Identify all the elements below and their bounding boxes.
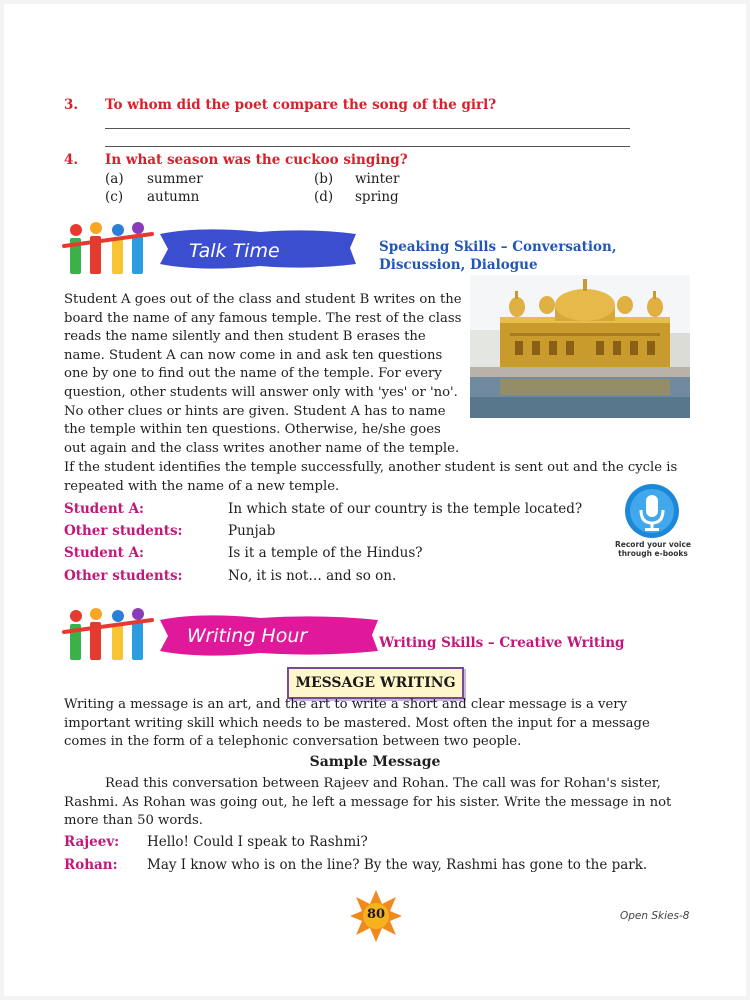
option-label: (c)	[105, 189, 124, 205]
paragraph-line: out again and the class writes another name of the temple.	[64, 440, 460, 456]
answer-line	[105, 128, 630, 129]
writing-skills-heading: Writing Skills – Creative Writing	[379, 635, 625, 651]
paragraph-line: repeated with the name of a new temple.	[64, 478, 340, 494]
paragraph-line: Writing a message is an art, and the art to write a short and clear message is a very	[64, 697, 628, 712]
conversation-speaker: Rohan:	[64, 857, 118, 873]
paragraph-line: board the name of any famous temple. The rest of the class	[64, 310, 462, 326]
dialogue-line: In which state of our country is the temple located?	[228, 501, 583, 517]
paragraph-line: one by one to find out the name of the temple. For every	[64, 366, 442, 382]
paragraph-line: the temple within ten questions. Otherwise, he/she goes	[64, 422, 441, 438]
paragraph-line: name. Student A can now come in and ask ten questions	[64, 347, 443, 363]
golden-temple-photo	[470, 275, 690, 418]
dialogue-speaker: Student A:	[64, 501, 145, 517]
page-number: 80	[366, 907, 386, 922]
question-text: To whom did the poet compare the song of the girl?	[105, 97, 497, 113]
message-writing-title: MESSAGE WRITING	[287, 667, 464, 699]
paragraph-line: Read this conversation between Rajeev and Rohan. The call was for Rohan's sister,	[105, 776, 661, 791]
conversation-line: Hello! Could I speak to Rashmi?	[147, 834, 368, 850]
option-label: (d)	[314, 189, 334, 205]
dialogue-speaker: Other students:	[64, 568, 183, 584]
answer-line	[105, 146, 630, 147]
paragraph-line: No other clues or hints are given. Student A has to name	[64, 403, 446, 419]
intro-paragraph	[64, 696, 690, 752]
conversation-line: May I know who is on the line? By the way, Rashmi has gone to the park.	[147, 857, 648, 873]
record-voice-caption	[606, 540, 700, 558]
record-voice-line: Record your voice	[615, 540, 691, 549]
question-number: 4.	[64, 152, 79, 168]
option-text: spring	[355, 189, 399, 205]
dialogue-speaker: Student A:	[64, 545, 145, 561]
dialogue-speaker: Other students:	[64, 523, 183, 539]
talk-time-title: Talk Time	[189, 240, 280, 262]
paragraph-line: more than 50 words.	[64, 813, 203, 829]
writing-hour-title: Writing Hour	[187, 625, 308, 647]
task-paragraph	[64, 775, 690, 831]
conversation-speaker: Rajeev:	[64, 834, 120, 850]
option-text: autumn	[147, 189, 200, 205]
paragraph-line: reads the name silently and then student B erases the	[64, 329, 426, 345]
speaking-skills-heading: Discussion, Dialogue	[379, 257, 538, 273]
kids-group-icon	[64, 608, 152, 660]
question-number: 3.	[64, 97, 79, 113]
question-text: In what season was the cuckoo singing?	[105, 152, 408, 168]
instruction-paragraph	[64, 291, 464, 458]
dialogue-line: No, it is not… and so on.	[228, 568, 397, 584]
book-title: Open Skies-8	[620, 910, 690, 922]
option-label: (b)	[314, 171, 334, 187]
paragraph-line: Rashmi. As Rohan was going out, he left a message for his sister. Write the message in not	[64, 794, 672, 810]
paragraph-line: Student A goes out of the class and student B writes on the	[64, 292, 462, 307]
dialogue-line: Punjab	[228, 523, 276, 539]
option-label: (a)	[105, 171, 124, 187]
paragraph-line: question, other students will answer only with 'yes' or 'no'.	[64, 384, 458, 400]
option-text: summer	[147, 171, 203, 187]
option-text: winter	[355, 171, 400, 187]
paragraph-line: important writing skill which needs to be mastered. Most often the input for a message	[64, 715, 650, 731]
speaking-skills-heading: Speaking Skills – Conversation,	[379, 239, 617, 255]
dialogue-line: Is it a temple of the Hindus?	[228, 545, 423, 561]
instruction-paragraph	[64, 459, 690, 496]
record-voice-line: through e-books	[618, 549, 688, 558]
paragraph-line: comes in the form of a telephonic conversation between two people.	[64, 734, 522, 750]
microphone-icon[interactable]	[624, 483, 680, 539]
paragraph-line: If the student identifies the temple successfully, another student is sent out and the cycle is	[64, 460, 678, 475]
kids-group-icon	[64, 222, 152, 274]
sample-message-heading: Sample Message	[309, 754, 441, 770]
